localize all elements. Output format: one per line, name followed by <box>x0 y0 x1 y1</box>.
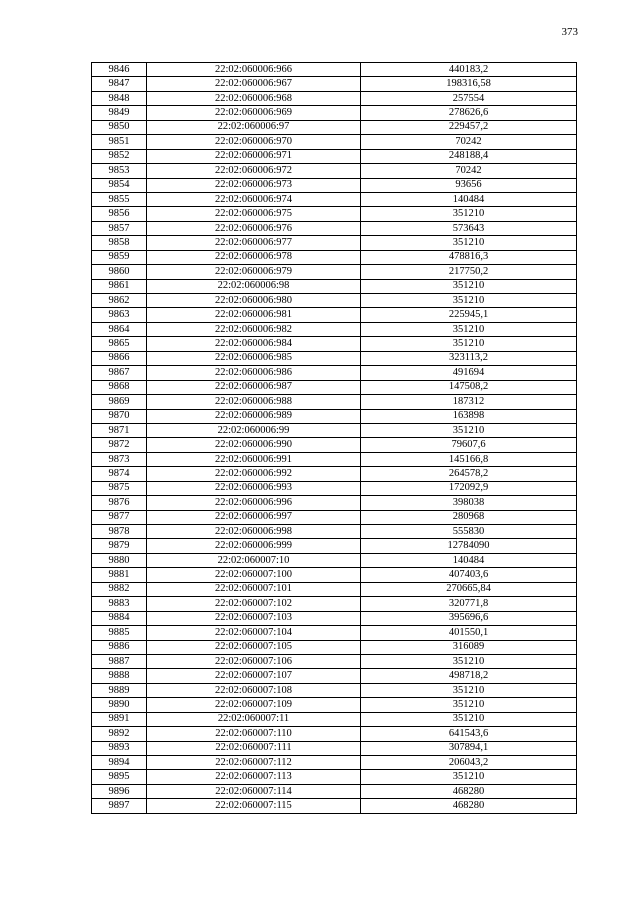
table-row <box>92 770 577 784</box>
table-row <box>92 525 577 539</box>
row-number-cell: 9862 <box>92 294 147 308</box>
table-row <box>92 741 577 755</box>
table-row <box>92 582 577 596</box>
cadastral-value-table <box>91 62 577 814</box>
row-number-cell: 9846 <box>92 63 147 77</box>
cadastral-number-cell: 22:02:060007:105 <box>147 640 361 654</box>
row-number-cell: 9884 <box>92 611 147 625</box>
table-row <box>92 91 577 105</box>
cadastral-value-cell: 351210 <box>361 322 577 336</box>
row-number-cell: 9878 <box>92 525 147 539</box>
row-number-cell: 9871 <box>92 423 147 437</box>
row-number-cell: 9854 <box>92 178 147 192</box>
row-number-cell: 9855 <box>92 192 147 206</box>
page-number: 373 <box>561 26 578 38</box>
cadastral-value-cell: 70242 <box>361 135 577 149</box>
cadastral-number-cell: 22:02:060006:986 <box>147 366 361 380</box>
cadastral-number-cell: 22:02:060006:992 <box>147 467 361 481</box>
row-number-cell: 9860 <box>92 265 147 279</box>
cadastral-value-cell: 351210 <box>361 337 577 351</box>
cadastral-value-cell: 351210 <box>361 279 577 293</box>
cadastral-value-cell: 573643 <box>361 221 577 235</box>
table-row <box>92 380 577 394</box>
table-row <box>92 279 577 293</box>
cadastral-value-cell: 248188,4 <box>361 149 577 163</box>
cadastral-number-cell: 22:02:060007:101 <box>147 582 361 596</box>
cadastral-number-cell: 22:02:060007:108 <box>147 683 361 697</box>
cadastral-value-cell: 257554 <box>361 91 577 105</box>
row-number-cell: 9896 <box>92 784 147 798</box>
cadastral-value-cell: 351210 <box>361 294 577 308</box>
cadastral-number-cell: 22:02:060006:990 <box>147 438 361 452</box>
cadastral-value-cell: 351210 <box>361 236 577 250</box>
row-number-cell: 9890 <box>92 698 147 712</box>
row-number-cell: 9888 <box>92 669 147 683</box>
table-row <box>92 669 577 683</box>
table-row <box>92 799 577 813</box>
table-row <box>92 221 577 235</box>
table-row <box>92 626 577 640</box>
table-row <box>92 698 577 712</box>
cadastral-number-cell: 22:02:060006:966 <box>147 63 361 77</box>
cadastral-number-cell: 22:02:060006:996 <box>147 496 361 510</box>
table-row <box>92 756 577 770</box>
table-row <box>92 510 577 524</box>
row-number-cell: 9883 <box>92 597 147 611</box>
row-number-cell: 9850 <box>92 120 147 134</box>
table-row <box>92 135 577 149</box>
row-number-cell: 9847 <box>92 77 147 91</box>
table-row <box>92 597 577 611</box>
cadastral-value-cell: 147508,2 <box>361 380 577 394</box>
row-number-cell: 9856 <box>92 207 147 221</box>
cadastral-number-cell: 22:02:060006:982 <box>147 322 361 336</box>
row-number-cell: 9848 <box>92 91 147 105</box>
cadastral-number-cell: 22:02:060006:968 <box>147 91 361 105</box>
table-row <box>92 106 577 120</box>
row-number-cell: 9894 <box>92 756 147 770</box>
row-number-cell: 9889 <box>92 683 147 697</box>
cadastral-number-cell: 22:02:060007:114 <box>147 784 361 798</box>
cadastral-value-cell: 398038 <box>361 496 577 510</box>
cadastral-value-cell: 498718,2 <box>361 669 577 683</box>
row-number-cell: 9891 <box>92 712 147 726</box>
cadastral-value-cell: 468280 <box>361 784 577 798</box>
cadastral-value-cell: 407403,6 <box>361 568 577 582</box>
cadastral-value-cell: 280968 <box>361 510 577 524</box>
cadastral-number-cell: 22:02:060007:106 <box>147 654 361 668</box>
row-number-cell: 9853 <box>92 164 147 178</box>
cadastral-value-cell: 198316,58 <box>361 77 577 91</box>
cadastral-number-cell: 22:02:060006:989 <box>147 409 361 423</box>
cadastral-value-cell: 351210 <box>361 654 577 668</box>
row-number-cell: 9861 <box>92 279 147 293</box>
cadastral-number-cell: 22:02:060006:976 <box>147 221 361 235</box>
cadastral-value-cell: 468280 <box>361 799 577 813</box>
row-number-cell: 9857 <box>92 221 147 235</box>
cadastral-number-cell: 22:02:060006:970 <box>147 135 361 149</box>
cadastral-value-cell: 93656 <box>361 178 577 192</box>
cadastral-number-cell: 22:02:060007:107 <box>147 669 361 683</box>
cadastral-number-cell: 22:02:060006:973 <box>147 178 361 192</box>
cadastral-number-cell: 22:02:060006:977 <box>147 236 361 250</box>
table-row <box>92 784 577 798</box>
cadastral-number-cell: 22:02:060007:104 <box>147 626 361 640</box>
row-number-cell: 9874 <box>92 467 147 481</box>
table-row <box>92 395 577 409</box>
row-number-cell: 9897 <box>92 799 147 813</box>
row-number-cell: 9892 <box>92 727 147 741</box>
cadastral-value-cell: 140484 <box>361 192 577 206</box>
cadastral-value-cell: 351210 <box>361 207 577 221</box>
cadastral-number-cell: 22:02:060006:974 <box>147 192 361 206</box>
row-number-cell: 9849 <box>92 106 147 120</box>
table-row <box>92 149 577 163</box>
cadastral-number-cell: 22:02:060006:984 <box>147 337 361 351</box>
cadastral-number-cell: 22:02:060006:987 <box>147 380 361 394</box>
table-row <box>92 250 577 264</box>
cadastral-number-cell: 22:02:060007:10 <box>147 553 361 567</box>
table-row <box>92 611 577 625</box>
cadastral-number-cell: 22:02:060006:981 <box>147 308 361 322</box>
cadastral-number-cell: 22:02:060006:999 <box>147 539 361 553</box>
cadastral-number-cell: 22:02:060007:110 <box>147 727 361 741</box>
cadastral-number-cell: 22:02:060006:997 <box>147 510 361 524</box>
row-number-cell: 9875 <box>92 481 147 495</box>
cadastral-value-cell: 307894,1 <box>361 741 577 755</box>
table-row <box>92 640 577 654</box>
cadastral-value-cell: 270665,84 <box>361 582 577 596</box>
table-row <box>92 683 577 697</box>
row-number-cell: 9895 <box>92 770 147 784</box>
table-body <box>92 63 577 814</box>
cadastral-value-cell: 395696,6 <box>361 611 577 625</box>
cadastral-number-cell: 22:02:060006:980 <box>147 294 361 308</box>
row-number-cell: 9867 <box>92 366 147 380</box>
cadastral-number-cell: 22:02:060007:115 <box>147 799 361 813</box>
table-row <box>92 452 577 466</box>
cadastral-value-cell: 555830 <box>361 525 577 539</box>
cadastral-number-cell: 22:02:060007:112 <box>147 756 361 770</box>
cadastral-number-cell: 22:02:060006:97 <box>147 120 361 134</box>
table-row <box>92 337 577 351</box>
row-number-cell: 9858 <box>92 236 147 250</box>
table-row <box>92 192 577 206</box>
row-number-cell: 9865 <box>92 337 147 351</box>
cadastral-value-cell: 316089 <box>361 640 577 654</box>
cadastral-value-cell: 401550,1 <box>361 626 577 640</box>
cadastral-number-cell: 22:02:060006:979 <box>147 265 361 279</box>
cadastral-value-cell: 320771,8 <box>361 597 577 611</box>
table-row <box>92 712 577 726</box>
cadastral-value-cell: 70242 <box>361 164 577 178</box>
row-number-cell: 9863 <box>92 308 147 322</box>
table-row <box>92 496 577 510</box>
row-number-cell: 9885 <box>92 626 147 640</box>
cadastral-value-cell: 79607,6 <box>361 438 577 452</box>
cadastral-value-cell: 351210 <box>361 683 577 697</box>
table-row <box>92 207 577 221</box>
row-number-cell: 9851 <box>92 135 147 149</box>
cadastral-value-cell: 145166,8 <box>361 452 577 466</box>
row-number-cell: 9864 <box>92 322 147 336</box>
cadastral-number-cell: 22:02:060007:103 <box>147 611 361 625</box>
cadastral-value-cell: 140484 <box>361 553 577 567</box>
table-row <box>92 366 577 380</box>
cadastral-number-cell: 22:02:060007:109 <box>147 698 361 712</box>
cadastral-number-cell: 22:02:060006:98 <box>147 279 361 293</box>
cadastral-number-cell: 22:02:060006:967 <box>147 77 361 91</box>
table-row <box>92 351 577 365</box>
row-number-cell: 9887 <box>92 654 147 668</box>
table-row <box>92 308 577 322</box>
table-row <box>92 553 577 567</box>
cadastral-number-cell: 22:02:060007:100 <box>147 568 361 582</box>
cadastral-value-cell: 351210 <box>361 712 577 726</box>
cadastral-value-cell: 491694 <box>361 366 577 380</box>
cadastral-number-cell: 22:02:060006:971 <box>147 149 361 163</box>
table-row <box>92 481 577 495</box>
row-number-cell: 9880 <box>92 553 147 567</box>
table-row <box>92 727 577 741</box>
cadastral-number-cell: 22:02:060006:978 <box>147 250 361 264</box>
cadastral-value-cell: 229457,2 <box>361 120 577 134</box>
table-row <box>92 265 577 279</box>
cadastral-number-cell: 22:02:060006:991 <box>147 452 361 466</box>
cadastral-number-cell: 22:02:060007:11 <box>147 712 361 726</box>
cadastral-value-cell: 264578,2 <box>361 467 577 481</box>
table-row <box>92 294 577 308</box>
row-number-cell: 9869 <box>92 395 147 409</box>
cadastral-value-cell: 323113,2 <box>361 351 577 365</box>
cadastral-number-cell: 22:02:060006:972 <box>147 164 361 178</box>
row-number-cell: 9886 <box>92 640 147 654</box>
cadastral-number-cell: 22:02:060006:985 <box>147 351 361 365</box>
cadastral-value-cell: 217750,2 <box>361 265 577 279</box>
cadastral-value-cell: 163898 <box>361 409 577 423</box>
row-number-cell: 9870 <box>92 409 147 423</box>
cadastral-number-cell: 22:02:060007:113 <box>147 770 361 784</box>
cadastral-value-cell: 225945,1 <box>361 308 577 322</box>
cadastral-value-cell: 641543,6 <box>361 727 577 741</box>
table-row <box>92 178 577 192</box>
table-row <box>92 423 577 437</box>
cadastral-number-cell: 22:02:060006:993 <box>147 481 361 495</box>
row-number-cell: 9859 <box>92 250 147 264</box>
table-row <box>92 164 577 178</box>
cadastral-number-cell: 22:02:060007:111 <box>147 741 361 755</box>
cadastral-number-cell: 22:02:060006:99 <box>147 423 361 437</box>
cadastral-number-cell: 22:02:060007:102 <box>147 597 361 611</box>
table-row <box>92 63 577 77</box>
table-row <box>92 539 577 553</box>
table-row <box>92 236 577 250</box>
row-number-cell: 9873 <box>92 452 147 466</box>
cadastral-value-cell: 12784090 <box>361 539 577 553</box>
row-number-cell: 9877 <box>92 510 147 524</box>
row-number-cell: 9881 <box>92 568 147 582</box>
row-number-cell: 9868 <box>92 380 147 394</box>
cadastral-value-cell: 172092,9 <box>361 481 577 495</box>
cadastral-number-cell: 22:02:060006:969 <box>147 106 361 120</box>
table-row <box>92 322 577 336</box>
table-row <box>92 438 577 452</box>
cadastral-number-cell: 22:02:060006:998 <box>147 525 361 539</box>
row-number-cell: 9893 <box>92 741 147 755</box>
table-row <box>92 120 577 134</box>
row-number-cell: 9876 <box>92 496 147 510</box>
row-number-cell: 9872 <box>92 438 147 452</box>
table-row <box>92 654 577 668</box>
table-row <box>92 568 577 582</box>
row-number-cell: 9879 <box>92 539 147 553</box>
cadastral-value-cell: 351210 <box>361 698 577 712</box>
table-row <box>92 467 577 481</box>
cadastral-value-cell: 478816,3 <box>361 250 577 264</box>
table-row <box>92 409 577 423</box>
cadastral-value-cell: 206043,2 <box>361 756 577 770</box>
cadastral-number-cell: 22:02:060006:988 <box>147 395 361 409</box>
cadastral-value-cell: 187312 <box>361 395 577 409</box>
row-number-cell: 9882 <box>92 582 147 596</box>
cadastral-value-cell: 351210 <box>361 770 577 784</box>
cadastral-value-cell: 278626,6 <box>361 106 577 120</box>
cadastral-value-cell: 351210 <box>361 423 577 437</box>
cadastral-number-cell: 22:02:060006:975 <box>147 207 361 221</box>
table-row <box>92 77 577 91</box>
cadastral-value-cell: 440183,2 <box>361 63 577 77</box>
row-number-cell: 9852 <box>92 149 147 163</box>
row-number-cell: 9866 <box>92 351 147 365</box>
